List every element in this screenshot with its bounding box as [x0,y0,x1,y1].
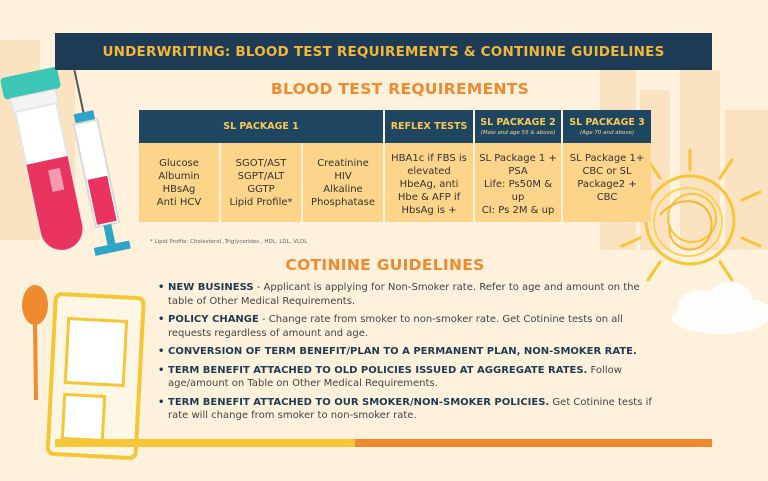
list-item: • CONVERSION OF TERM BENEFIT/PLAN TO A PERMANENT PLAN, NON-SMOKER RATE. [158,345,663,359]
header-sl-package-1: SL PACKAGE 1 [139,110,383,143]
cotinine-title: COTININE GUIDELINES [285,256,485,274]
test-strip-icon [48,294,144,458]
list-item: • NEW BUSINESS - Applicant is applying for Non-Smoker rate. Refer to age and amount on the table of Other Medical Requirements. [158,281,663,308]
list-item: • TERM BENEFIT ATTACHED TO OLD POLICIES ISSUED AT AGGREGATE RATES. Follow age/amount on Table on Other Medical Requirements. [158,364,663,391]
lipid-footnote: * Lipid Profile: Cholesterol ,Triglycerides , HDL, LDL, VLDL [150,239,308,245]
blood-test-title: BLOOD TEST REQUIREMENTS [270,80,530,98]
header-reflex-tests: REFLEX TESTS [385,110,473,143]
page-banner: UNDERWRITING: BLOOD TEST REQUIREMENTS & CONTININE GUIDELINES [55,33,712,70]
table-header-row [139,110,651,143]
cotton-swab-icon [22,285,48,400]
header-sl-package-3: SL PACKAGE 3 (Age 70 and above) [563,110,651,143]
blood-test-table [137,110,653,222]
list-item: • POLICY CHANGE - Change rate from smoker to non-smoker rate. Get Cotinine tests on all requests regardless of amount and age. [158,313,663,340]
header-sl-package-2-note: (Male and age 55 & above) [480,130,556,136]
header-sl-package-3-note: (Age 70 and above) [579,130,635,136]
cell-pkg1-col2: SGOT/AST SGPT/ALT GGTP Lipid Profile* [221,143,301,222]
cell-pkg1-col1: Glucose Albumin HBsAg Anti HCV [139,143,219,222]
cell-pkg3: SL Package 1+ CBC or SL Package2 + CBC [563,143,651,222]
cell-pkg1-col3: Creatinine HIV Alkaline Phosphatase [303,143,383,222]
table-row [139,143,651,222]
list-item: • TERM BENEFIT ATTACHED TO OUR SMOKER/NON-SMOKER POLICIES. Get Cotinine tests if rate will change from smoker to non-smoker rate. [158,396,663,423]
cotinine-list [158,281,663,428]
header-sl-package-2: SL PACKAGE 2 (Male and age 55 & above) [475,110,561,143]
cell-reflex: HBA1c if FBS is elevated HbeAg, anti Hbe & AFP if HbsAg is + [385,143,473,222]
cell-pkg2: SL Package 1 + PSA Life: Ps50M & up CI: Ps 2M & up [475,143,561,222]
bottom-divider [55,439,712,447]
cloud-icon [672,282,768,334]
